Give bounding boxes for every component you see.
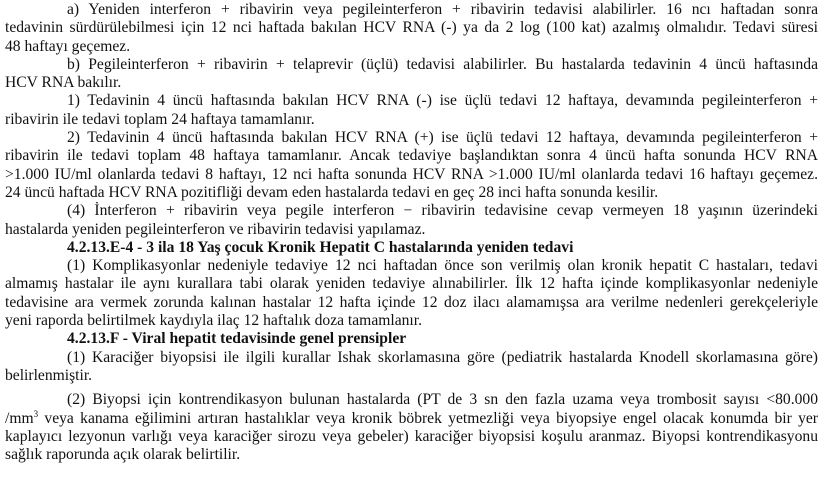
- superscript-three: 3: [33, 408, 39, 419]
- item-4-line-1: (4) İnterferon + ribavirin veya pegile interferon − ribavirin tedavisine cevap vermeyen 18 yaşının üzerindeki: [67, 202, 818, 220]
- item-2-line-3: >1.000 IU/ml olanlarda tedavi 8 haftayı, 12 nci hafta sonunda HCV RNA >1.000 IU/ml olanlarda tedavi 16 haftayı geçemez.: [5, 165, 818, 183]
- paragraph-a-line-1: a) Yeniden interferon + ribavirin veya pegileinterferon + ribavirin tedavisi alabilirler. 16 ncı haftadan sonra: [67, 1, 818, 18]
- paragraph-a-line-3: 48 haftayı geçemez.: [5, 37, 131, 55]
- section-f-p2-line-2: [5, 410, 818, 428]
- document-page: [5, 1, 818, 464]
- unit-text: /mm: [5, 409, 34, 427]
- item-1-line-1: 1) Tedavinin 4 üncü haftasında bakılan HCV RNA (-) ise üçlü tedavi 12 haftaya, devamında pegileinterferon +: [67, 92, 818, 110]
- paragraph-b-line-2: HCV RNA bakılır.: [5, 74, 122, 92]
- line-continuation: veya kanama eğilimini artıran hastalıklar veya kronik böbrek yetmezliği veya biyopsiye engel olacak konumda bir yer: [38, 409, 818, 427]
- paragraph-b-line-1: b) Pegileinterferon + ribavirin + telaprevir (üçlü) tedavisi alabilirler. Bu hastalarda tedavinin 4 üncü haftasında: [67, 55, 818, 73]
- section-f-p1-line-1: (1) Karaciğer biyopsisi ile ilgili kurallar Ishak skorlamasına göre (pediatrik hastalarda Knodell skorlamasına göre): [67, 348, 818, 366]
- section-f-p1-line-2: belirlenmiştir.: [5, 366, 93, 384]
- section-heading-f: 4.2.13.F - Viral hepatit tedavisinde genel prensipler: [67, 330, 407, 348]
- item-4-line-2: hastalarda yeniden pegileinterferon ve ribavirin tedavisi yapılamaz.: [5, 220, 426, 238]
- item-2-line-1: 2) Tedavinin 4 üncü haftasında bakılan HCV RNA (+) ise üçlü tedavi 12 haftaya, devamında pegileinterferon +: [67, 129, 818, 147]
- item-1-line-2: ribavirin ile tedavi toplam 24 haftaya tamamlanır.: [5, 110, 315, 128]
- section-heading-e4: 4.2.13.E-4 - 3 ila 18 Yaş çocuk Kronik Hepatit C hastalarında yeniden tedavi: [67, 238, 574, 256]
- paragraph-a-line-2: tedavinin sürdürülebilmesi için 12 nci haftada bakılan HCV RNA (-) ya da 2 log (100 kat) azalmış olmalıdır. Tedavi süresi: [5, 19, 818, 37]
- item-2-line-4: 24 üncü haftada HCV RNA pozitifliği devam eden hastalarda tedavi en geç 28 inci hafta sonunda kesilir.: [5, 183, 659, 201]
- section-e4-p1-line-3: tedavisine ara vermek zorunda kalınan hastalar 12 hafta içinde 12 doz ilacı alamamışsa ara verilme nedenleri gerekçeleriyle: [5, 293, 818, 311]
- section-f-p2-line-1: (2) Biyopsi için kontrendikasyon bulunan hastalarda (PT de 3 sn den fazla uzama veya trombosit sayısı <80.000: [67, 391, 818, 409]
- section-f-p2-line-4: sağlık raporunda açık olarak belirtilir.: [5, 446, 241, 464]
- section-e4-p1-line-1: (1) Komplikasyonlar nedeniyle tedaviye 12 nci haftadan önce son verilmiş olan kronik hepatit C hastaları, tedavi: [67, 257, 818, 275]
- section-e4-p1-line-2: almamış hastalar ile aynı kurallara tabi olarak yeniden tedaviye alınabilirler. İlk 12 hafta içinde komplikasyonlar nedeniyle: [5, 275, 818, 293]
- section-e4-p1-line-4: yeni raporda belirtilmek kaydıyla ilaç 12 haftalık doza tamamlanır.: [5, 312, 422, 330]
- item-2-line-2: ribavirin ile tedavi toplam 48 haftaya tamamlanır. Ancak tedaviye başlandıktan sonra 4 üncü hafta sonunda HCV RNA: [5, 147, 818, 165]
- section-f-p2-line-3: kaplayıcı lezyonun varlığı veya karaciğer sirozu veya gebeler) karaciğer biyopsisi koşulu aranmaz. Biyopsi kontrendikasyonu: [5, 427, 818, 445]
